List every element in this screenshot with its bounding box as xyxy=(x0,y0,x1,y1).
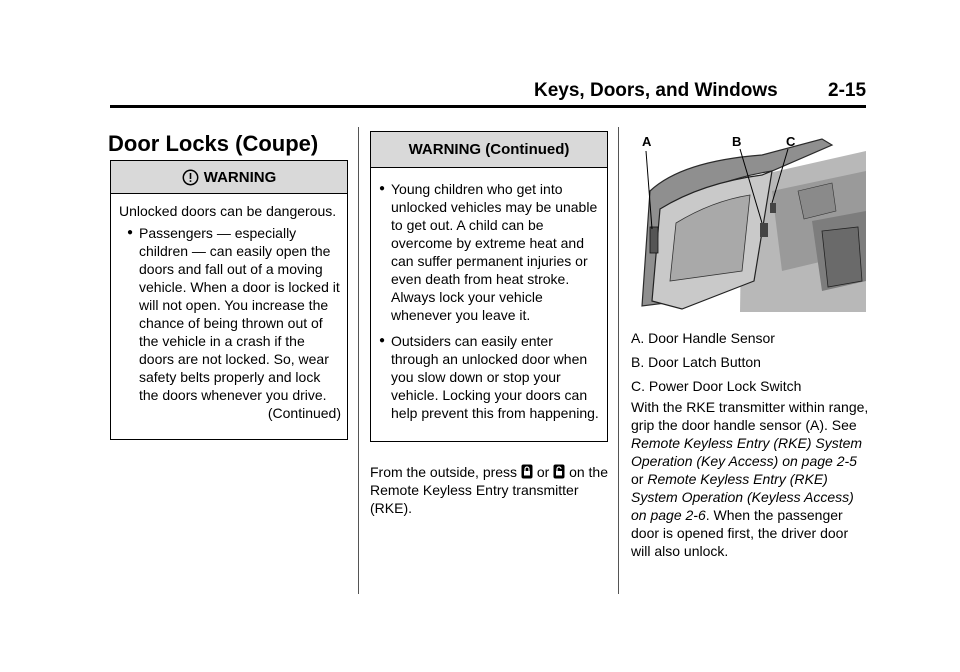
cross-reference-link[interactable]: Remote Keyless Entry (RKE) System Operation (Key Access) on page 2-5 xyxy=(631,435,863,469)
column-divider xyxy=(358,127,359,594)
bullet-icon: ● xyxy=(379,183,386,194)
bullet-icon: ● xyxy=(379,335,386,346)
rke-paragraph xyxy=(631,398,871,560)
list-item xyxy=(379,332,601,422)
door-illustration xyxy=(622,131,866,312)
unlock-key-icon xyxy=(553,464,565,479)
paragraph-text: on the Remote Keyless Entry transmitter (RKE). xyxy=(370,464,609,516)
warning-heading: WARNING xyxy=(203,168,277,186)
paragraph-text: or xyxy=(631,471,648,487)
paragraph-text: With the RKE transmitter within range, grip the door handle sensor (A). See xyxy=(631,399,869,433)
list-item xyxy=(379,180,601,324)
lock-key-icon xyxy=(521,464,533,479)
bullet-text: Young children who get into unlocked vehicles may be unable to get out. A child can be overcome by extreme heat and can suffer permanent injuries or even death from heat stroke. Always lock your vehicle whenever you leave it. xyxy=(391,181,598,323)
cross-reference-link[interactable]: Remote Keyless Entry (RKE) System Operation (Keyless Access) on page 2-6 xyxy=(631,471,854,523)
continued-label: (Continued) xyxy=(267,405,341,421)
caption: C. Power Door Lock Switch xyxy=(631,378,802,394)
callout-label: B xyxy=(732,134,742,149)
warning-intro: Unlocked doors can be dangerous. xyxy=(119,203,337,219)
warning-box-continued xyxy=(370,131,608,442)
outside-paragraph xyxy=(370,463,608,517)
caption: A. Door Handle Sensor xyxy=(631,330,775,346)
callout-label: A xyxy=(642,134,652,149)
paragraph-text: . When the passenger door is opened first, the driver door will also unlock. xyxy=(631,507,849,559)
bullet-text: Passengers — especially children — can easily open the doors and fall out of a moving vehicle. When a door is locked it will not open. You increase the chance of being thrown out of the vehicle in a crash if the doors are not locked. So, wear safety belts properly and lock the doors whenever you drive. xyxy=(139,225,340,403)
section-title: Door Locks (Coupe) xyxy=(108,131,319,156)
paragraph-text: From the outside, press xyxy=(370,464,521,480)
bullet-text: Outsiders can easily enter through an unlocked door when you slow down or stop your vehicle. Locking your doors can help prevent this from happening. xyxy=(391,333,599,421)
caption: B. Door Latch Button xyxy=(631,354,761,370)
header-rule xyxy=(110,105,866,108)
paragraph-text: or xyxy=(532,464,554,480)
warning-header xyxy=(111,161,347,194)
callout-label: C xyxy=(786,134,796,149)
running-header: Keys, Doors, and Windows xyxy=(534,80,778,101)
page-number: 2-15 xyxy=(828,80,867,101)
bullet-icon: ● xyxy=(127,227,134,238)
warning-header: WARNING (Continued) xyxy=(371,132,607,168)
list-item xyxy=(119,224,341,404)
warning-box xyxy=(110,160,348,440)
figure-captions xyxy=(631,326,871,398)
warning-icon xyxy=(182,169,199,186)
column-divider xyxy=(618,127,619,594)
